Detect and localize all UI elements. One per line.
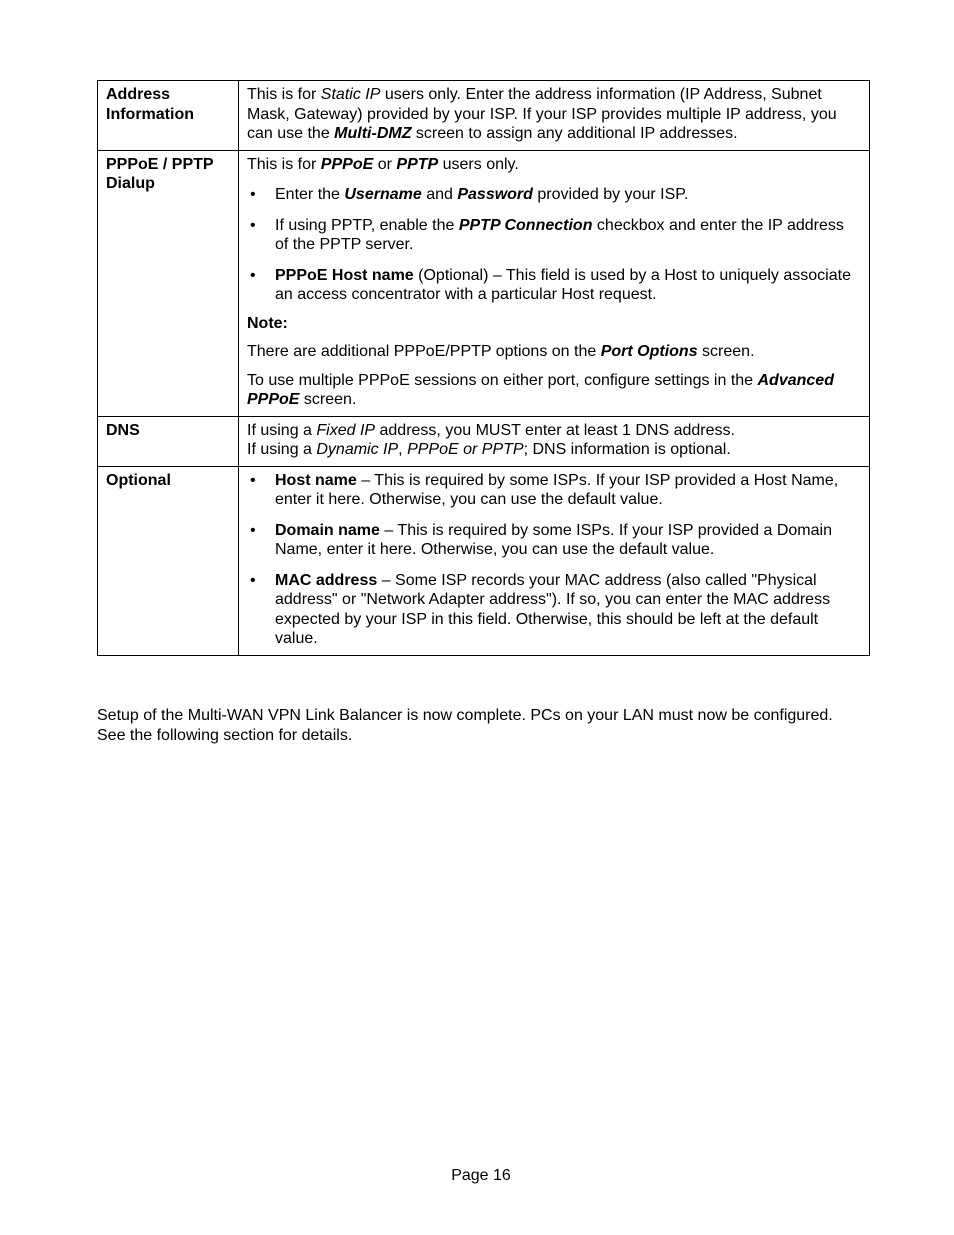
text-run: Fixed IP <box>316 421 376 439</box>
bullet-icon: • <box>250 216 256 234</box>
text-run: Multi-DMZ <box>334 125 412 142</box>
row-description <box>239 150 870 416</box>
table-row-address-information <box>98 81 870 151</box>
text-run: Password <box>457 186 533 203</box>
list-item <box>247 216 861 255</box>
bullet-icon: • <box>250 571 256 589</box>
table-row-optional <box>98 466 870 655</box>
bullet-icon: • <box>250 186 256 203</box>
text-run: Note: <box>247 314 288 332</box>
row-description <box>239 466 870 655</box>
row-label: Address Information <box>98 81 239 151</box>
list-item-text <box>275 186 688 203</box>
text-run: screen. <box>299 391 357 408</box>
text-run: If using PPTP, enable the <box>275 216 459 234</box>
text-run: – This is required by some ISPs. If your ISP provided a Host Name, enter it here. Otherwise, you can use the default value. <box>275 471 839 508</box>
list-item-text <box>275 472 838 509</box>
text-run: and <box>421 186 458 203</box>
list-item <box>247 266 861 305</box>
text-run: PPTP Connection <box>458 216 593 234</box>
text-run: address, you MUST enter at least 1 DNS address. <box>375 421 735 439</box>
dns-line-dynamic-ip <box>247 440 861 460</box>
closing-paragraph: Setup of the Multi-WAN VPN Link Balancer is now complete. PCs on your LAN must now be configured. See the following section for details. <box>97 707 833 744</box>
row-description <box>239 81 870 151</box>
text-run: PPPoE <box>320 155 374 173</box>
optional-bullet-list <box>247 471 861 649</box>
text-run: screen to assign any additional IP addresses. <box>411 125 738 142</box>
list-item <box>247 571 861 649</box>
row-label: DNS <box>98 416 239 466</box>
row-label: PPPoE / PPTP Dialup <box>98 150 239 416</box>
table-row-dns <box>98 416 870 466</box>
text-run: Host name <box>275 471 357 489</box>
text-run: users only. <box>438 155 519 173</box>
text-run: This is for <box>247 155 321 173</box>
text-run: – Some ISP records your MAC address (also called "Physical address" or "Network Adapter address"). If so, you can enter the MAC address expected by your ISP in this field. Otherwise, this should be left at the default value. <box>275 571 831 647</box>
list-item-text <box>275 217 844 254</box>
text-run: Static IP <box>320 86 381 103</box>
text-run: users only. Enter the address information (IP Address, Subnet Mask, Gateway) provided by your ISP. If your ISP provides multiple IP address, you can use the <box>247 86 837 142</box>
list-item <box>247 185 861 205</box>
advanced-pppoe-note <box>247 371 861 410</box>
pppoe-intro <box>247 155 861 175</box>
pppoe-bullet-list <box>247 185 861 305</box>
bullet-icon: • <box>250 266 256 284</box>
text-run: Enter the <box>275 186 345 203</box>
list-item <box>247 521 861 560</box>
row-label: Optional <box>98 466 239 655</box>
text-run: Domain name <box>275 521 380 539</box>
list-item <box>247 471 861 510</box>
text-run: If using a <box>247 421 317 439</box>
text-run: Dynamic IP <box>316 441 399 458</box>
dns-line-fixed-ip <box>247 421 861 441</box>
bullet-icon: • <box>250 521 256 539</box>
text-run: If using a <box>247 441 317 458</box>
table-row-pppoe-pptp <box>98 150 870 416</box>
text-run: or <box>373 155 397 173</box>
page-number: Page 16 <box>451 1167 511 1184</box>
port-options-note <box>247 342 861 362</box>
text-run: checkbox and enter the IP address of the PPTP server. <box>275 216 844 253</box>
list-item-text <box>275 522 832 559</box>
address-info-paragraph <box>247 85 861 144</box>
list-item-text <box>275 572 830 648</box>
text-run: ; DNS information is optional. <box>523 441 731 458</box>
text-run: Port Options <box>600 343 698 360</box>
text-run: MAC address <box>275 571 378 589</box>
settings-table <box>97 80 870 656</box>
text-run: PPPoE Host name <box>275 266 414 284</box>
row-description <box>239 416 870 466</box>
list-item-text <box>275 267 851 304</box>
text-run: Advanced PPPoE <box>247 371 834 408</box>
text-run: (Optional) – This field is used by a Host to uniquely associate an access concentrator with a particular Host request. <box>275 266 851 303</box>
bullet-icon: • <box>250 471 256 489</box>
text-run: Username <box>344 186 422 203</box>
text-run: PPPoE or PPTP <box>407 441 524 458</box>
text-run: There are additional PPPoE/PPTP options on the <box>247 343 601 360</box>
text-run: PPTP <box>396 155 439 173</box>
text-run: – This is required by some ISPs. If your ISP provided a Domain Name, enter it here. Otherwise, you can use the default value. <box>275 521 832 558</box>
text-run: , <box>398 441 408 458</box>
note-heading <box>247 314 861 334</box>
text-run: provided by your ISP. <box>532 186 689 203</box>
text-run: screen. <box>697 343 755 360</box>
text-run: To use multiple PPPoE sessions on either port, configure settings in the <box>247 371 758 389</box>
text-run: This is for <box>247 86 321 103</box>
